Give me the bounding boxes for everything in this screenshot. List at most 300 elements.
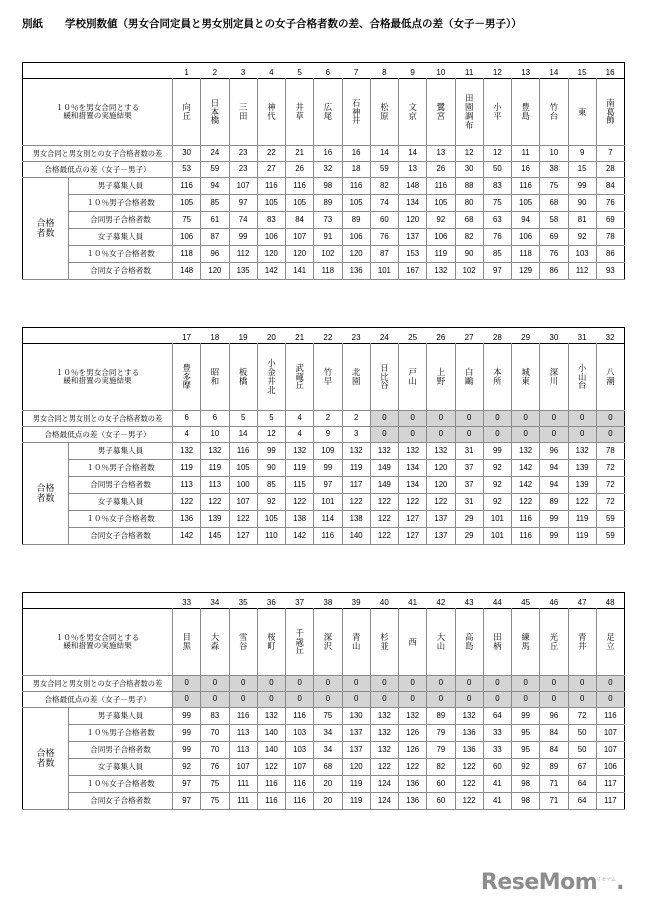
table-row — [23, 708, 625, 725]
data-cell: 107 — [229, 494, 257, 511]
data-cell: 120 — [399, 212, 427, 229]
data-cell: 50 — [568, 725, 596, 742]
data-cell: 0 — [201, 676, 229, 692]
data-cell: 89 — [314, 195, 342, 212]
data-cell: 0 — [201, 692, 229, 708]
data-cell: 12 — [257, 427, 285, 443]
table-header-row — [23, 79, 625, 146]
column-number: 14 — [549, 67, 559, 77]
data-cell: 115 — [286, 477, 314, 494]
table-row — [23, 692, 625, 708]
table-row — [23, 178, 625, 195]
data-cell: 119 — [201, 460, 229, 477]
row-label: １０％男子合格者数 — [69, 195, 173, 212]
data-cell: 103 — [286, 725, 314, 742]
data-cell: 59 — [201, 162, 229, 178]
data-cell: 34 — [314, 742, 342, 759]
data-cell: 103 — [568, 246, 596, 263]
data-cell: 13 — [399, 162, 427, 178]
column-number: 35 — [238, 597, 248, 607]
data-cell: 99 — [314, 460, 342, 477]
data-cell: 92 — [173, 759, 201, 776]
column-number: 38 — [323, 597, 333, 607]
data-cell: 132 — [568, 443, 596, 460]
data-cell: 119 — [286, 460, 314, 477]
data-cell: 141 — [286, 263, 314, 280]
row-label: 女子募集人員 — [69, 494, 173, 511]
data-cell: 31 — [455, 494, 483, 511]
data-cell: 101 — [314, 494, 342, 511]
data-cell: 69 — [540, 229, 568, 246]
column-number: 26 — [436, 332, 446, 342]
data-cell: 97 — [483, 263, 511, 280]
data-cell: 122 — [399, 759, 427, 776]
data-cell: 12 — [483, 146, 511, 162]
column-number: 8 — [382, 67, 387, 77]
data-cell: 118 — [512, 246, 540, 263]
data-cell: 122 — [201, 494, 229, 511]
row-label: １０％女子合格者数 — [69, 776, 173, 793]
data-cell: 119 — [342, 460, 370, 477]
data-cell: 12 — [455, 146, 483, 162]
school-name-cell: 西 — [399, 609, 427, 676]
data-cell: 95 — [512, 742, 540, 759]
school-name-cell: 練 馬 — [512, 609, 540, 676]
data-cell: 126 — [399, 742, 427, 759]
data-cell: 0 — [540, 692, 568, 708]
data-cell: 117 — [596, 776, 624, 793]
data-cell: 84 — [286, 212, 314, 229]
school-name-cell: 戸 山 — [399, 344, 427, 411]
data-cell: 136 — [399, 776, 427, 793]
column-number: 23 — [351, 332, 361, 342]
data-cell: 137 — [399, 229, 427, 246]
data-cell: 82 — [427, 759, 455, 776]
data-cell: 122 — [455, 759, 483, 776]
data-cell: 16 — [342, 146, 370, 162]
data-cell: 122 — [399, 494, 427, 511]
data-cell: 122 — [173, 494, 201, 511]
data-cell: 89 — [540, 759, 568, 776]
data-cell: 122 — [455, 776, 483, 793]
table-block-3 — [22, 592, 624, 810]
data-cell: 119 — [342, 776, 370, 793]
data-cell: 99 — [540, 511, 568, 528]
data-cell: 5 — [257, 411, 285, 427]
data-cell: 0 — [370, 692, 398, 708]
data-cell: 0 — [399, 676, 427, 692]
data-cell: 61 — [201, 212, 229, 229]
school-name-cell: 千 歳 丘 — [286, 609, 314, 676]
school-name-cell: 神 代 — [257, 79, 285, 146]
data-cell: 120 — [257, 246, 285, 263]
column-number: 37 — [295, 597, 305, 607]
data-cell: 0 — [370, 411, 398, 427]
data-cell: 82 — [370, 178, 398, 195]
data-cell: 134 — [399, 460, 427, 477]
data-cell: 79 — [427, 725, 455, 742]
data-cell: 74 — [229, 212, 257, 229]
data-cell: 106 — [512, 229, 540, 246]
data-cell: 75 — [201, 776, 229, 793]
data-cell: 91 — [314, 229, 342, 246]
column-number: 5 — [297, 67, 302, 77]
data-cell: 106 — [596, 759, 624, 776]
data-cell: 96 — [540, 708, 568, 725]
data-cell: 98 — [512, 776, 540, 793]
data-cell: 84 — [540, 725, 568, 742]
data-cell: 0 — [399, 427, 427, 443]
column-number: 40 — [379, 597, 389, 607]
school-name-cell: 足 立 — [596, 609, 624, 676]
data-cell: 122 — [370, 511, 398, 528]
data-cell: 60 — [427, 776, 455, 793]
data-cell: 85 — [257, 477, 285, 494]
school-name-cell: 向 丘 — [173, 79, 201, 146]
table-row — [23, 776, 625, 793]
data-cell: 4 — [286, 411, 314, 427]
table-row — [23, 494, 625, 511]
data-cell: 116 — [286, 793, 314, 810]
school-name-cell: 小 平 — [483, 79, 511, 146]
data-cell: 41 — [483, 793, 511, 810]
data-cell: 60 — [483, 759, 511, 776]
data-cell: 106 — [257, 229, 285, 246]
data-cell: 70 — [201, 725, 229, 742]
school-name-cell: 上 野 — [427, 344, 455, 411]
school-name-cell: 目 黒 — [173, 609, 201, 676]
data-cell: 105 — [427, 195, 455, 212]
data-cell: 29 — [455, 528, 483, 545]
data-cell: 9 — [314, 427, 342, 443]
numrow-spacer — [23, 593, 173, 609]
school-name-cell: 青 井 — [568, 609, 596, 676]
data-cell: 76 — [596, 195, 624, 212]
data-cell: 137 — [342, 742, 370, 759]
column-number: 10 — [436, 67, 446, 77]
data-cell: 68 — [540, 195, 568, 212]
data-cell: 122 — [455, 793, 483, 810]
school-name-cell: 竹 台 — [540, 79, 568, 146]
data-cell: 33 — [483, 742, 511, 759]
data-cell: 59 — [370, 162, 398, 178]
table-row — [23, 263, 625, 280]
column-number: 34 — [210, 597, 220, 607]
data-cell: 10 — [201, 427, 229, 443]
data-cell: 85 — [483, 246, 511, 263]
data-cell: 99 — [512, 708, 540, 725]
data-cell: 116 — [286, 708, 314, 725]
data-cell: 122 — [257, 759, 285, 776]
column-number: 17 — [182, 332, 192, 342]
column-number: 19 — [238, 332, 248, 342]
data-cell: 112 — [568, 263, 596, 280]
column-number: 24 — [379, 332, 389, 342]
data-cell: 99 — [568, 178, 596, 195]
data-cell: 132 — [342, 443, 370, 460]
column-number: 32 — [605, 332, 615, 342]
data-cell: 60 — [370, 212, 398, 229]
data-cell: 37 — [455, 460, 483, 477]
data-cell: 105 — [257, 511, 285, 528]
data-cell: 124 — [370, 793, 398, 810]
data-cell: 63 — [483, 212, 511, 229]
data-cell: 107 — [229, 178, 257, 195]
data-cell: 76 — [201, 759, 229, 776]
data-cell: 127 — [229, 528, 257, 545]
data-cell: 105 — [342, 195, 370, 212]
data-cell: 116 — [314, 528, 342, 545]
data-cell: 94 — [540, 477, 568, 494]
data-cell: 29 — [455, 511, 483, 528]
data-cell: 97 — [173, 793, 201, 810]
data-cell: 0 — [286, 692, 314, 708]
data-cell: 41 — [483, 776, 511, 793]
data-cell: 79 — [427, 742, 455, 759]
data-cell: 0 — [314, 692, 342, 708]
data-cell: 71 — [540, 776, 568, 793]
data-cell: 34 — [314, 725, 342, 742]
data-cell: 76 — [370, 229, 398, 246]
school-name-cell: 田 柄 — [483, 609, 511, 676]
data-cell: 129 — [512, 263, 540, 280]
data-cell: 0 — [568, 411, 596, 427]
data-cell: 113 — [229, 742, 257, 759]
data-cell: 0 — [596, 411, 624, 427]
table-row — [23, 443, 625, 460]
data-cell: 92 — [483, 477, 511, 494]
data-cell: 4 — [173, 427, 201, 443]
column-number: 30 — [549, 332, 559, 342]
school-name-cell: 北 園 — [342, 344, 370, 411]
data-cell: 116 — [257, 793, 285, 810]
data-cell: 0 — [568, 692, 596, 708]
data-cell: 74 — [370, 195, 398, 212]
data-cell: 116 — [173, 178, 201, 195]
data-cell: 75 — [483, 195, 511, 212]
data-cell: 99 — [173, 725, 201, 742]
data-cell: 0 — [342, 676, 370, 692]
data-cell: 116 — [596, 708, 624, 725]
data-cell: 92 — [483, 494, 511, 511]
data-cell: 90 — [455, 246, 483, 263]
school-name-cell: 杉 並 — [370, 609, 398, 676]
data-cell: 89 — [427, 708, 455, 725]
data-cell: 81 — [568, 212, 596, 229]
row-label: 男子募集人員 — [69, 708, 173, 725]
school-name-cell: 武 蔵 丘 — [286, 344, 314, 411]
data-cell: 119 — [568, 528, 596, 545]
resemom-logo — [481, 870, 624, 895]
data-cell: 0 — [455, 676, 483, 692]
school-name-cell: 小 金 井 北 — [257, 344, 285, 411]
table-row — [23, 460, 625, 477]
data-cell: 24 — [201, 146, 229, 162]
data-cell: 75 — [173, 212, 201, 229]
data-cell: 93 — [596, 263, 624, 280]
data-cell: 139 — [568, 460, 596, 477]
data-cell: 85 — [201, 195, 229, 212]
data-cell: 122 — [370, 494, 398, 511]
data-cell: 28 — [596, 162, 624, 178]
data-cell: 86 — [596, 246, 624, 263]
table-row — [23, 742, 625, 759]
data-cell: 14 — [399, 146, 427, 162]
data-cell: 107 — [286, 759, 314, 776]
data-cell: 0 — [427, 692, 455, 708]
data-cell: 107 — [229, 759, 257, 776]
data-cell: 0 — [257, 676, 285, 692]
data-cell: 119 — [427, 246, 455, 263]
column-number: 9 — [410, 67, 415, 77]
data-cell: 6 — [201, 411, 229, 427]
numrow-spacer — [23, 328, 173, 344]
data-cell: 117 — [596, 793, 624, 810]
data-cell: 132 — [201, 443, 229, 460]
data-cell: 0 — [512, 676, 540, 692]
data-cell: 30 — [455, 162, 483, 178]
logo-text: ReseMom — [480, 870, 598, 895]
data-cell: 94 — [512, 212, 540, 229]
column-number: 47 — [577, 597, 587, 607]
data-cell: 0 — [370, 676, 398, 692]
data-cell: 0 — [596, 692, 624, 708]
data-cell: 67 — [568, 759, 596, 776]
data-cell: 38 — [540, 162, 568, 178]
data-cell: 105 — [229, 460, 257, 477]
data-cell: 2 — [314, 411, 342, 427]
school-name-cell: 南 葛 飾 — [596, 79, 624, 146]
school-name-cell: 白 鷗 — [455, 344, 483, 411]
data-cell: 89 — [540, 494, 568, 511]
data-cell: 132 — [370, 742, 398, 759]
data-cell: 116 — [257, 178, 285, 195]
data-cell: 132 — [399, 443, 427, 460]
table-caption: １０％を男女合同とする 緩和措置の実施結果 — [23, 344, 173, 411]
data-cell: 140 — [342, 528, 370, 545]
data-cell: 140 — [257, 725, 285, 742]
data-cell: 0 — [483, 427, 511, 443]
school-name-cell: 竹 早 — [314, 344, 342, 411]
data-cell: 110 — [257, 528, 285, 545]
data-cell: 137 — [427, 528, 455, 545]
data-cell: 116 — [257, 776, 285, 793]
school-name-cell: 板 橋 — [229, 344, 257, 411]
table-row — [23, 676, 625, 692]
data-cell: 120 — [427, 460, 455, 477]
data-cell: 97 — [229, 195, 257, 212]
school-name-cell: 青 山 — [342, 609, 370, 676]
data-cell: 90 — [568, 195, 596, 212]
data-cell: 122 — [370, 528, 398, 545]
data-cell: 149 — [370, 460, 398, 477]
data-cell: 37 — [455, 477, 483, 494]
data-cell: 98 — [512, 793, 540, 810]
data-cell: 132 — [286, 443, 314, 460]
data-cell: 0 — [512, 427, 540, 443]
data-cell: 72 — [596, 460, 624, 477]
column-number: 4 — [269, 67, 274, 77]
school-name-cell: 鷺 宮 — [427, 79, 455, 146]
data-cell: 0 — [370, 427, 398, 443]
data-cell: 92 — [512, 759, 540, 776]
data-cell: 130 — [342, 708, 370, 725]
data-cell: 13 — [427, 146, 455, 162]
data-cell: 119 — [342, 793, 370, 810]
row-label: 合同女子合格者数 — [69, 793, 173, 810]
data-cell: 136 — [342, 263, 370, 280]
data-cell: 0 — [568, 676, 596, 692]
column-number: 20 — [266, 332, 276, 342]
data-cell: 21 — [286, 146, 314, 162]
data-cell: 127 — [399, 528, 427, 545]
data-cell: 137 — [427, 511, 455, 528]
data-cell: 106 — [173, 229, 201, 246]
data-cell: 95 — [512, 725, 540, 742]
data-cell: 15 — [568, 162, 596, 178]
data-cell: 11 — [512, 146, 540, 162]
data-cell: 99 — [257, 443, 285, 460]
data-cell: 16 — [314, 146, 342, 162]
school-name-cell: 井 草 — [286, 79, 314, 146]
row-label: 女子募集人員 — [69, 759, 173, 776]
row-label: １０％女子合格者数 — [69, 511, 173, 528]
data-cell: 0 — [399, 692, 427, 708]
logo-jp-text: リセマム — [596, 876, 617, 883]
data-cell: 120 — [427, 477, 455, 494]
data-cell: 167 — [399, 263, 427, 280]
data-cell: 94 — [201, 178, 229, 195]
data-cell: 60 — [427, 793, 455, 810]
data-cell: 136 — [455, 725, 483, 742]
data-cell: 0 — [540, 411, 568, 427]
data-cell: 83 — [201, 708, 229, 725]
data-cell: 26 — [427, 162, 455, 178]
row-group-label: 合格 者数 — [23, 178, 69, 280]
data-cell: 0 — [512, 411, 540, 427]
data-cell: 118 — [314, 263, 342, 280]
data-cell: 116 — [286, 178, 314, 195]
data-cell: 92 — [257, 494, 285, 511]
school-name-cell: 深 川 — [540, 344, 568, 411]
data-cell: 102 — [455, 263, 483, 280]
table-row — [23, 229, 625, 246]
data-cell: 119 — [173, 460, 201, 477]
data-cell: 105 — [173, 195, 201, 212]
data-cell: 120 — [201, 263, 229, 280]
data-cell: 132 — [257, 708, 285, 725]
data-cell: 132 — [173, 443, 201, 460]
table-row — [23, 725, 625, 742]
data-cell: 113 — [201, 477, 229, 494]
row-label: 合同女子合格者数 — [69, 263, 173, 280]
table-row — [23, 793, 625, 810]
school-name-cell: 桜 町 — [257, 609, 285, 676]
data-cell: 58 — [540, 212, 568, 229]
school-name-cell: 八 潮 — [596, 344, 624, 411]
data-cell: 124 — [370, 776, 398, 793]
data-cell: 149 — [370, 477, 398, 494]
data-cell: 80 — [455, 195, 483, 212]
table-block-2 — [22, 327, 624, 545]
table-header-row — [23, 609, 625, 676]
column-number: 46 — [549, 597, 559, 607]
data-cell: 103 — [286, 742, 314, 759]
data-cell: 118 — [173, 246, 201, 263]
data-cell: 107 — [596, 725, 624, 742]
data-cell: 64 — [568, 776, 596, 793]
data-cell: 76 — [483, 229, 511, 246]
